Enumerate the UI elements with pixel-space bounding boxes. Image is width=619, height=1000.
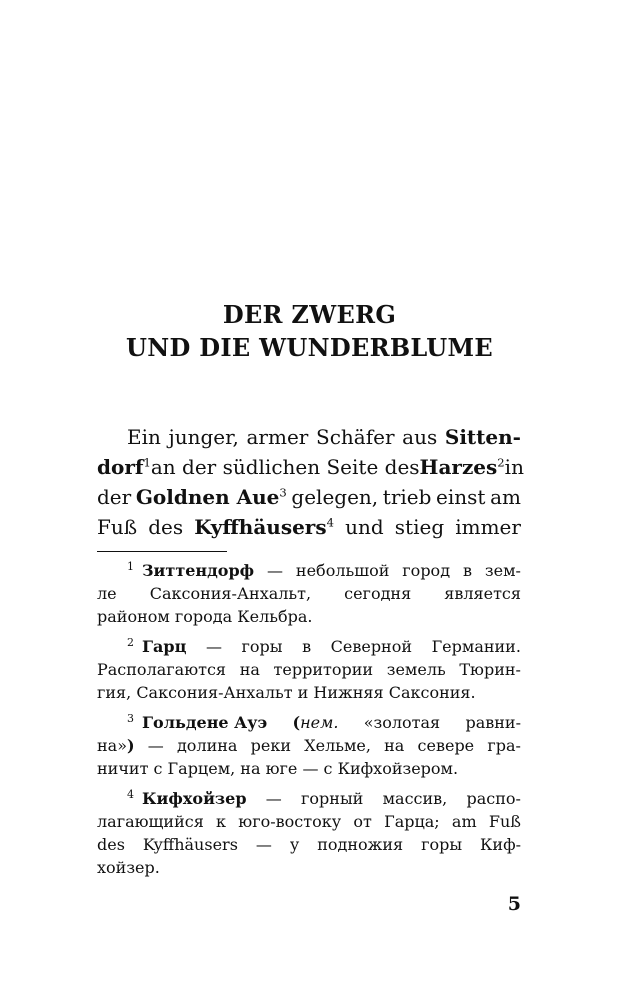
footnote-2-term: Гарц <box>142 637 187 656</box>
footnote-ref-1: 1 <box>143 455 151 470</box>
footnote-2-line-2: Располагаются на территории земель Тюрин- <box>97 660 521 679</box>
footnote-4-line-4: хойзер. <box>97 858 160 877</box>
footnote-divider <box>97 551 227 552</box>
footnote-3-line-2: на») — долина реки Хельме, на севере гра- <box>97 736 521 755</box>
footnote-4-line-3: des Kyffhäusers — у подножия горы Киф- <box>97 835 521 854</box>
term-goldnen-aue: Goldnen Aue <box>135 485 280 509</box>
footnote-1-line-2: ле Саксония-Анхальт, сегодня является <box>97 584 521 603</box>
term-kyffhaeusers: Kyffhäusers <box>194 515 327 539</box>
body-line-3: der Goldnen Aue$^3$ gelegen, trieb einst am <box>97 485 521 509</box>
footnote-1-line-3: районом города Кельбра. <box>97 607 313 626</box>
footnote-ref-4: 4 <box>326 515 334 530</box>
term-sittendorf-part1: Sitten- <box>444 425 521 449</box>
footnote-number-2: 2 <box>127 635 134 649</box>
footnote-2-line-3: гия, Саксония-Анхальт и Нижняя Саксония. <box>97 683 476 702</box>
footnote-ref-2: 2 <box>497 455 505 470</box>
language-abbrev: нем. <box>300 713 339 732</box>
footnote-4-line-2: лагающийся к юго-востоку от Гарца; am Fuß <box>97 812 521 831</box>
footnote-number-1: 1 <box>127 559 134 573</box>
chapter-title-line-2: UND DIE WUNDERBLUME <box>126 333 493 362</box>
footnote-4-term: Кифхойзер <box>142 789 247 808</box>
footnote-3-term: Гольдене Ауэ <box>142 713 268 732</box>
footnote-3-line-3: ничит с Гарцем, на юге — с Кифхойзером. <box>97 759 459 778</box>
footnote-number-4: 4 <box>127 787 134 801</box>
footnote-1-line-1: $^1$ Зиттендорф — небольшой город в зем- <box>127 559 521 580</box>
footnote-2-line-1: $^2$ Гарц — горы в Северной Германии. <box>127 635 521 656</box>
body-line-2: dorf$^1$ an der südlichen Seite des Harzes$^2$ in <box>97 455 524 479</box>
body-line-4: Fuß des Kyffhäusers$^4$ und stieg immer <box>97 515 521 539</box>
page-number: 5 <box>507 893 521 915</box>
footnote-1-term: Зиттендорф <box>142 561 255 580</box>
footnote-number-3: 3 <box>127 711 134 725</box>
term-harzes: Harzes <box>419 455 498 479</box>
footnote-4-line-1: $^4$ Кифхойзер — горный массив, распо- <box>127 787 521 808</box>
footnote-3-line-1: $^3$ Гольдене Ауэ (нем. «золотая равни- <box>127 711 521 732</box>
body-line-1: Ein junger, armer Schäfer aus Sitten- <box>127 425 521 449</box>
term-sittendorf-part2: dorf <box>97 455 144 479</box>
footnote-ref-3: 3 <box>279 485 287 500</box>
chapter-title-line-1: DER ZWERG <box>222 300 397 329</box>
